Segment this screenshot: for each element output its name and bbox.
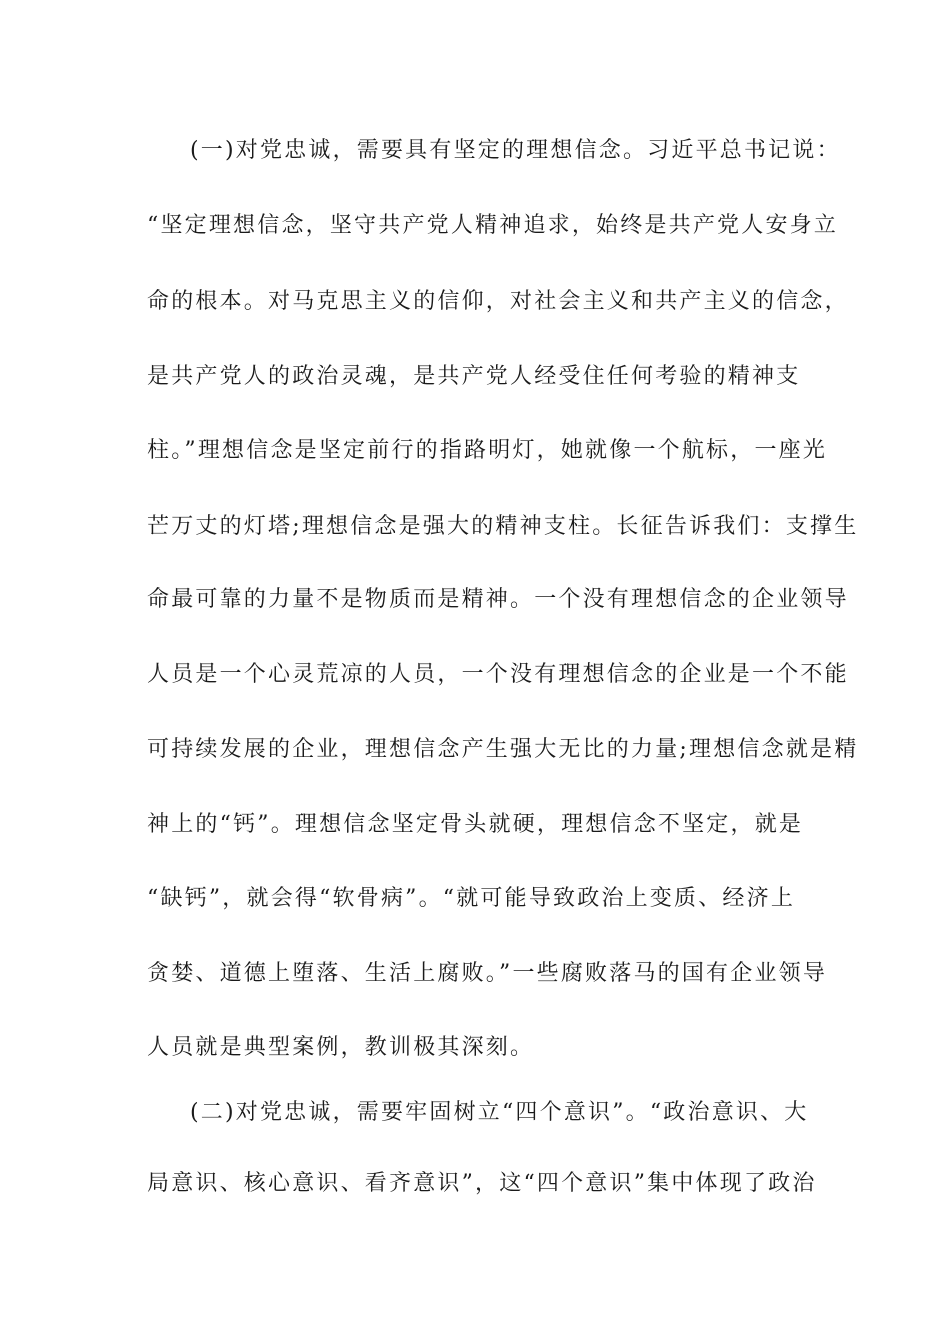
paragraph-1-line-2: “坚定理想信念，坚守共产党人精神追求，始终是共产党人安身立 — [147, 213, 839, 238]
paragraph-1-line-10: 神上的“钙”。理想信念坚定骨头就硬，理想信念不坚定，就是 — [147, 812, 804, 837]
paragraph-1-line-5: 柱。”理想信念是坚定前行的指路明灯，她就像一个航标，一座光 — [147, 438, 828, 463]
paragraph-1-line-3: 命的根本。对马克思主义的信仰，对社会主义和共产主义的信念， — [147, 289, 849, 314]
paragraph-1-line-4: 是共产党人的政治灵魂，是共产党人经受住任何考验的精神支 — [147, 364, 801, 389]
paragraph-1-line-9: 可持续发展的企业，理想信念产生强大无比的力量;理想信念就是精 — [147, 737, 859, 762]
paragraph-1-line-7: 命最可靠的力量不是物质而是精神。一个没有理想信念的企业领导 — [147, 587, 849, 612]
paragraph-1-line-8: 人员是一个心灵荒凉的人员，一个没有理想信念的企业是一个不能 — [147, 662, 849, 687]
paragraph-2-line-2: 局意识、核心意识、看齐意识”，这“四个意识”集中体现了政治 — [147, 1171, 817, 1196]
paragraph-2-line-1: (二)对党忠诚，需要牢固树立“四个意识”。“政治意识、大 — [190, 1100, 809, 1125]
paragraph-1-line-13: 人员就是典型案例，教训极其深刻。 — [147, 1035, 535, 1060]
paragraph-1-line-1: (一)对党忠诚，需要具有坚定的理想信念。习近平总书记说： — [190, 138, 841, 163]
paragraph-1-line-12: 贪婪、道德上堕落、生活上腐败。”一些腐败落马的国有企业领导 — [147, 961, 828, 986]
paragraph-1-line-6: 芒万丈的灯塔;理想信念是强大的精神支柱。长征告诉我们：支撑生 — [147, 514, 859, 539]
paragraph-1-line-11: “缺钙”，就会得“软骨病”。“就可能导致政治上变质、经济上 — [147, 886, 796, 911]
